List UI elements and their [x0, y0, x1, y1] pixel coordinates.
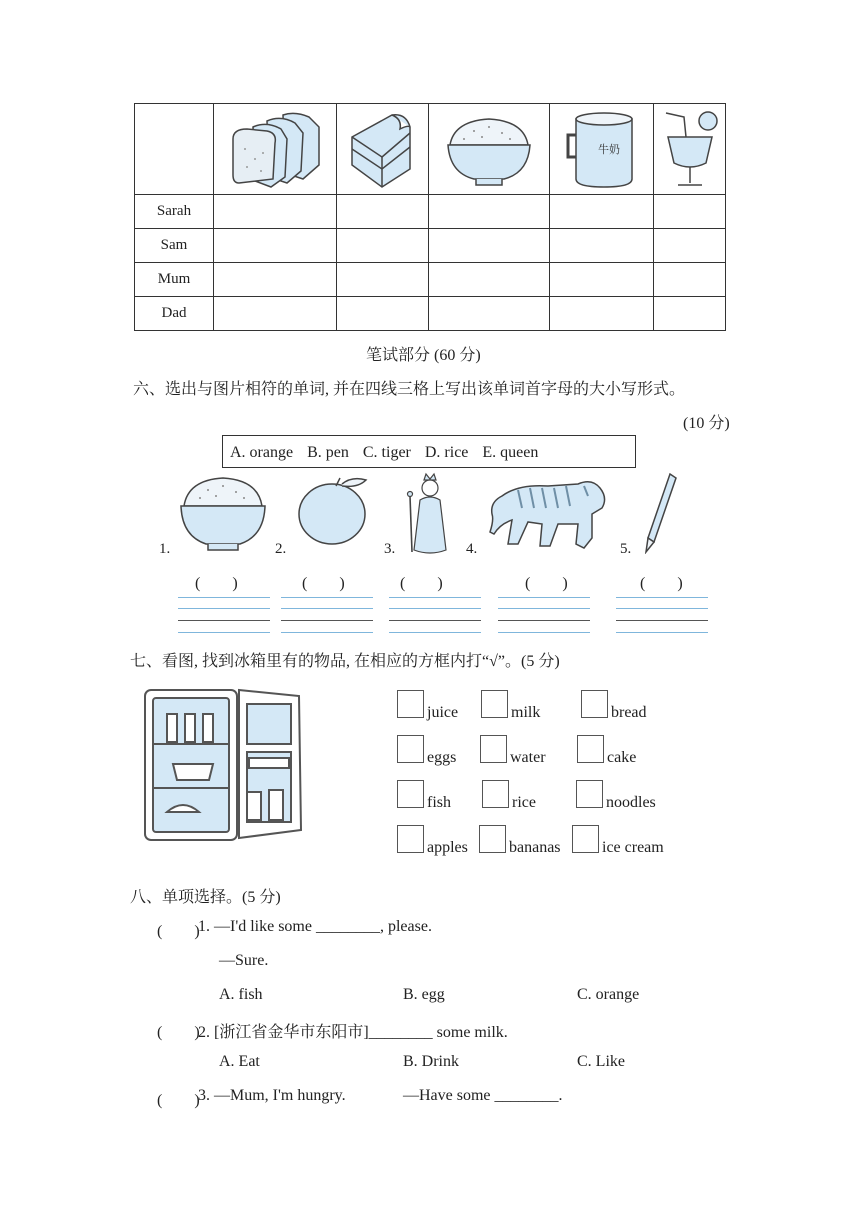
- answer-cell[interactable]: [654, 195, 726, 229]
- item-label: noodles: [606, 794, 656, 811]
- answer-paren[interactable]: ( ): [157, 923, 200, 940]
- orange-icon: [296, 474, 372, 546]
- checkbox-bread[interactable]: [581, 690, 608, 718]
- answer-paren[interactable]: ( ): [157, 1024, 200, 1041]
- question-reply: —Sure.: [219, 952, 269, 969]
- answer-cell[interactable]: [429, 195, 550, 229]
- queen-icon: [406, 472, 456, 556]
- question-stem: 2. [浙江省金华市东阳市]________ some milk.: [198, 1024, 508, 1041]
- item-number: 1.: [159, 541, 171, 557]
- word-option: D. rice: [424, 444, 469, 461]
- item-label: ice cream: [602, 839, 664, 856]
- row-name: Sam: [135, 229, 214, 263]
- section7-heading: 七、看图, 找到冰箱里有的物品, 在相应的方框内打“√”。(5 分): [130, 653, 560, 670]
- mug-label: 牛奶: [597, 143, 620, 156]
- checkbox-water[interactable]: [480, 735, 507, 763]
- question-stem: 3. —Mum, I'm hungry.: [198, 1087, 346, 1104]
- pen-icon: [640, 472, 680, 554]
- answer-cell[interactable]: [337, 297, 429, 331]
- option-b[interactable]: B. Drink: [403, 1053, 459, 1070]
- row-name: Dad: [135, 297, 214, 331]
- table-row: [135, 195, 726, 229]
- answer-cell[interactable]: [214, 297, 337, 331]
- cake-icon: [348, 109, 418, 189]
- table-header-milk: [550, 104, 654, 195]
- bread-icon: [225, 109, 325, 189]
- checkbox-bananas[interactable]: [479, 825, 506, 853]
- answer-cell[interactable]: [214, 229, 337, 263]
- word-bank: [222, 435, 636, 468]
- milk-mug-icon: [562, 107, 642, 191]
- answer-cell[interactable]: [214, 195, 337, 229]
- item-label: fish: [427, 794, 451, 811]
- answer-paren[interactable]: ( ): [195, 575, 238, 592]
- item-label: bread: [611, 704, 647, 721]
- answer-paren[interactable]: ( ): [302, 575, 345, 592]
- word-option: C. tiger: [362, 444, 411, 461]
- answer-paren[interactable]: ( ): [640, 575, 683, 592]
- answer-cell[interactable]: [654, 229, 726, 263]
- option-c[interactable]: C. Like: [577, 1053, 625, 1070]
- item-number: 4.: [466, 541, 478, 557]
- answer-cell[interactable]: [654, 297, 726, 331]
- answer-paren[interactable]: ( ): [157, 1092, 200, 1109]
- question-stem: 1. —I'd like some ________, please.: [198, 918, 432, 935]
- table-row: [135, 229, 726, 263]
- item-label: water: [510, 749, 546, 766]
- four-line-grid[interactable]: [178, 597, 270, 633]
- answer-cell[interactable]: [550, 229, 654, 263]
- four-line-grid[interactable]: [389, 597, 481, 633]
- tiger-icon: [488, 474, 610, 554]
- answer-cell[interactable]: [429, 297, 550, 331]
- question-reply: —Have some ________.: [403, 1087, 563, 1104]
- checkbox-fish[interactable]: [397, 780, 424, 808]
- checkbox-milk[interactable]: [481, 690, 508, 718]
- item-label: juice: [427, 704, 459, 721]
- answer-paren[interactable]: ( ): [400, 575, 443, 592]
- item-label: bananas: [509, 839, 561, 856]
- word-option: E. queen: [482, 444, 539, 461]
- checkbox-eggs[interactable]: [397, 735, 424, 763]
- checkbox-noodles[interactable]: [576, 780, 603, 808]
- juice-glass-icon: [660, 107, 720, 191]
- answer-cell[interactable]: [429, 229, 550, 263]
- item-label: rice: [512, 794, 536, 811]
- answer-cell[interactable]: [337, 263, 429, 297]
- rice-bowl-icon: [444, 109, 534, 189]
- four-line-grid[interactable]: [616, 597, 708, 633]
- answer-cell[interactable]: [654, 263, 726, 297]
- table-row: [135, 297, 726, 331]
- answer-cell[interactable]: [214, 263, 337, 297]
- option-b[interactable]: B. egg: [403, 986, 445, 1003]
- table-row: [135, 263, 726, 297]
- item-label: apples: [427, 839, 468, 856]
- table-header-juice: [654, 104, 726, 195]
- table-header-cake: [337, 104, 429, 195]
- item-label: milk: [511, 704, 541, 721]
- row-name: Mum: [135, 263, 214, 297]
- word-option: A. orange: [230, 444, 294, 461]
- written-part-title: 笔试部分 (60 分): [366, 347, 481, 364]
- row-name: Sarah: [135, 195, 214, 229]
- answer-cell[interactable]: [550, 195, 654, 229]
- checkbox-juice[interactable]: [397, 690, 424, 718]
- checkbox-apples[interactable]: [397, 825, 424, 853]
- option-a[interactable]: A. fish: [219, 986, 263, 1003]
- item-number: 5.: [620, 541, 632, 557]
- answer-cell[interactable]: [550, 263, 654, 297]
- item-number: 2.: [275, 541, 287, 557]
- answer-paren[interactable]: ( ): [525, 575, 568, 592]
- table-header-bread: [214, 104, 337, 195]
- table-corner-cell: [135, 104, 214, 195]
- option-c[interactable]: C. orange: [577, 986, 640, 1003]
- checkbox-cake[interactable]: [577, 735, 604, 763]
- four-line-grid[interactable]: [281, 597, 373, 633]
- food-table: [134, 103, 726, 331]
- checkbox-ice-cream[interactable]: [572, 825, 599, 853]
- checkbox-rice[interactable]: [482, 780, 509, 808]
- answer-cell[interactable]: [337, 229, 429, 263]
- word-option: B. pen: [307, 444, 349, 461]
- section6-score: (10 分): [683, 415, 730, 432]
- answer-cell[interactable]: [429, 263, 550, 297]
- item-number: 3.: [384, 541, 396, 557]
- section6-heading: 六、选出与图片相符的单词, 并在四线三格上写出该单词首字母的大小写形式。: [133, 381, 686, 398]
- answer-cell[interactable]: [337, 195, 429, 229]
- item-label: cake: [607, 749, 637, 766]
- rice-bowl-icon: [178, 474, 268, 554]
- option-a[interactable]: A. Eat: [219, 1053, 260, 1070]
- item-label: eggs: [427, 749, 457, 766]
- answer-cell[interactable]: [550, 297, 654, 331]
- four-line-grid[interactable]: [498, 597, 590, 633]
- fridge-icon: [143, 688, 309, 842]
- section8-heading: 八、单项选择。(5 分): [130, 889, 281, 906]
- table-header-rice: [429, 104, 550, 195]
